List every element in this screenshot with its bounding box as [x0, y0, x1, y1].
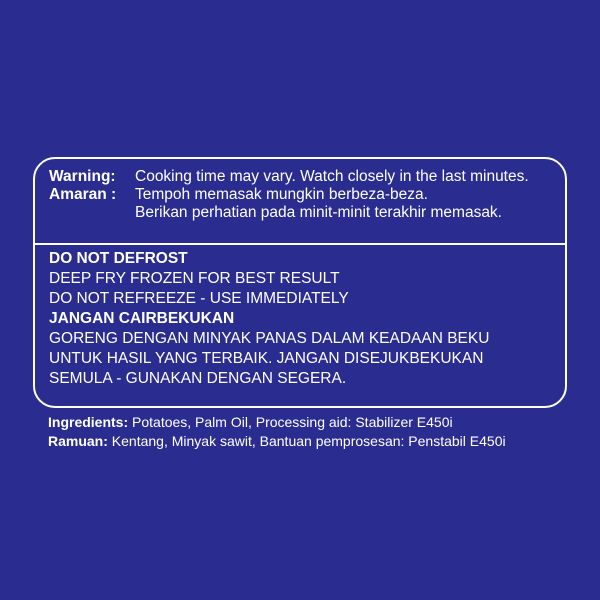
- english-line-1: DEEP FRY FROZEN FOR BEST RESULT: [49, 270, 340, 287]
- ramuan-label: Ramuan:: [48, 433, 108, 449]
- amaran-text-line2: Berikan perhatian pada minit-minit terakhir memasak.: [135, 204, 502, 221]
- malay-line-2: UNTUK HASIL YANG TERBAIK. JANGAN DISEJUKBEKUKAN: [49, 350, 484, 367]
- warning-text: Cooking time may vary. Watch closely in the last minutes.: [135, 168, 529, 185]
- malay-heading: JANGAN CAIRBEKUKAN: [49, 310, 235, 327]
- malay-line-3: SEMULA - GUNAKAN DENGAN SEGERA.: [49, 370, 347, 387]
- ingredients-ms: [48, 432, 588, 451]
- english-heading: DO NOT DEFROST: [49, 250, 188, 267]
- ingredients-en: [48, 413, 588, 432]
- warning-label: Warning:: [49, 168, 116, 185]
- amaran-text-line1: Tempoh memasak mungkin berbeza-beza.: [135, 186, 428, 203]
- malay-line-1: GORENG DENGAN MINYAK PANAS DALAM KEADAAN BEKU: [49, 330, 490, 347]
- ingredients-block: [48, 413, 588, 451]
- warning-row-en: [49, 168, 554, 186]
- warning-row-ms: [49, 186, 554, 222]
- ramuan-text: Kentang, Minyak sawit, Bantuan pemprosesan: Penstabil E450i: [107, 433, 506, 449]
- warning-panel: [33, 157, 567, 408]
- amaran-text: [135, 186, 554, 222]
- ingredients-label: Ingredients:: [48, 414, 129, 430]
- storage-instructions: [49, 249, 554, 389]
- warning-block: [49, 168, 554, 222]
- divider-line: [35, 243, 565, 245]
- ingredients-text: Potatoes, Palm Oil, Processing aid: Stabilizer E450i: [128, 414, 453, 430]
- english-line-2: DO NOT REFREEZE - USE IMMEDIATELY: [49, 290, 349, 307]
- amaran-label: Amaran :: [49, 186, 117, 203]
